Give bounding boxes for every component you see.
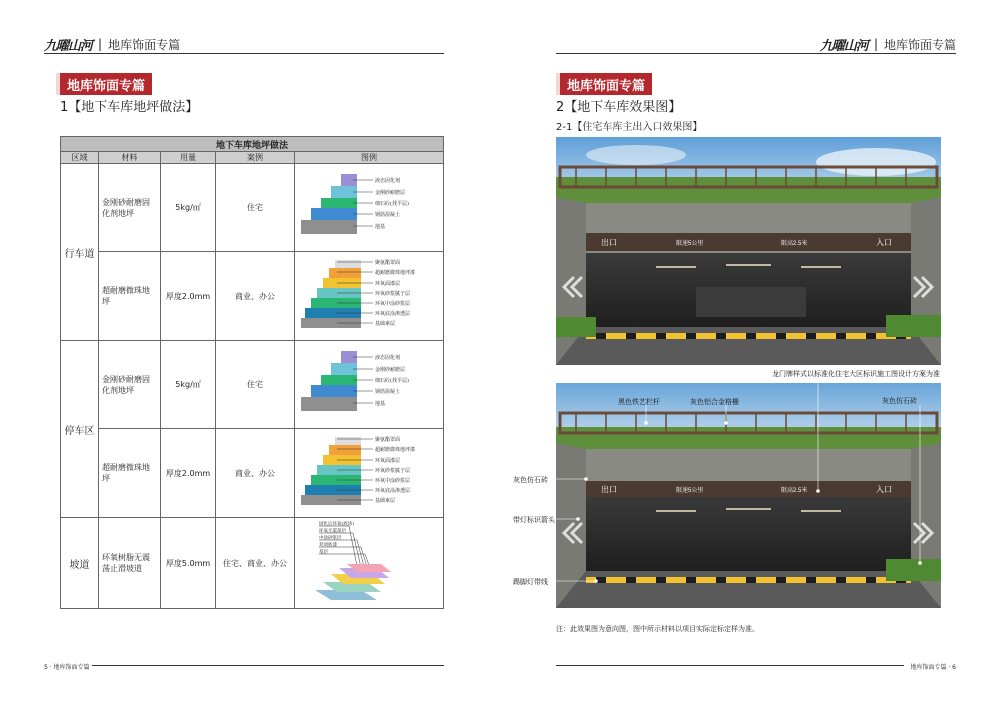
material-cell: 环氧树脂无震荡止滑坡道 xyxy=(99,518,161,609)
table-row xyxy=(61,429,444,518)
area-cell: 坡道 xyxy=(61,518,99,609)
legend-label: 钢筋混凝土 xyxy=(375,388,401,395)
page-header xyxy=(820,36,956,52)
material-cell: 超耐磨微珠地坪 xyxy=(99,429,161,518)
legend-label: 液态固化剂 xyxy=(375,354,401,361)
ramp-layers-diagram xyxy=(297,520,441,604)
section-heading: 1【地下车库地坪做法】 xyxy=(60,100,199,115)
legend-cell xyxy=(295,252,444,341)
page-footer xyxy=(910,662,956,671)
garage-entrance-annotated xyxy=(556,383,941,608)
legend-cell xyxy=(295,341,444,429)
material-cell: 金刚砂耐磨固化剂地坪 xyxy=(99,164,161,252)
floor-layers-diagram xyxy=(297,254,441,336)
garage-entrance-rendering xyxy=(556,137,941,365)
usage-cell: 厚度2.0mm xyxy=(161,429,216,518)
usage-cell: 5kg/㎡ xyxy=(161,164,216,252)
annotation-gantry-sign: 龙门牌样式以标准化住宅大区标识施工图设计方案为准 xyxy=(772,370,940,378)
rendering-note: 注：此效果图为意向图，图中所示材料以项目实际定标定样为准。 xyxy=(556,625,759,633)
floor-layers-diagram xyxy=(297,168,441,246)
legend-label: 超耐磨微珠地坪漆 xyxy=(375,270,416,276)
legend-label: 基础素层 xyxy=(375,498,396,504)
annotation-stone-left: 灰色仿石砖 xyxy=(513,476,548,484)
annotation-grille: 灰色铝合金格栅 xyxy=(690,398,739,406)
legend-label: 地基 xyxy=(375,223,386,230)
legend-label: 液态固化剂 xyxy=(375,177,401,184)
annotation-light-strip: 踢脚灯带线 xyxy=(513,578,548,586)
footer-rule xyxy=(556,665,904,666)
header-separator: | xyxy=(873,37,878,51)
col-header: 用量 xyxy=(161,152,216,164)
section-heading: 2【地下车库效果图】 xyxy=(556,100,682,115)
usage-cell: 厚度5.0mm xyxy=(161,518,216,609)
brand-logo: 九曜山河 xyxy=(819,38,868,54)
table-title: 地下车库地坪做法 xyxy=(61,137,444,152)
case-cell: 商业、办公 xyxy=(216,429,295,518)
sign-exit: 出口 xyxy=(601,238,617,247)
legend-label: 环氧砂浆腻子层 xyxy=(375,468,411,474)
sign-exit: 出口 xyxy=(601,485,617,494)
header-title: 地库饰面专篇 xyxy=(108,37,181,52)
case-cell: 住宅 xyxy=(216,164,295,252)
legend-label: 聚氨酯罩面 xyxy=(375,437,401,443)
legend-label: 环氧砂浆腻子层 xyxy=(375,291,411,297)
legend-cell xyxy=(295,429,444,518)
legend-label: 环氧无震荡层 xyxy=(319,529,346,534)
floor-layers-diagram xyxy=(297,431,441,513)
annotation-railing: 黑色铁艺栏杆 xyxy=(618,398,660,406)
area-cell: 行车道 xyxy=(61,164,99,341)
table-row xyxy=(61,164,444,252)
legend-label: 钢筋混凝土 xyxy=(375,211,401,218)
brand-logo: 九曜山河 xyxy=(44,38,93,54)
case-cell: 住宅、商业、办公 xyxy=(216,518,295,609)
header-rule xyxy=(44,53,444,54)
table-row xyxy=(61,341,444,429)
legend-label: 地基 xyxy=(375,400,386,407)
footer-page-label: 5 · 地库饰面专篇 xyxy=(44,664,90,671)
legend-label: 固化后环氧(底涂) xyxy=(319,522,355,527)
legend-label: 细石砼(找平层) xyxy=(375,200,409,207)
legend-label: 环氧中涂砂浆层 xyxy=(375,301,411,307)
legend-cell xyxy=(295,164,444,252)
sign-height: 限高2.5米 xyxy=(781,241,808,247)
sign-entry: 入口 xyxy=(876,238,892,247)
legend-label: 基层 xyxy=(319,550,328,555)
header-separator: | xyxy=(98,37,103,51)
col-header: 案例 xyxy=(216,152,295,164)
legend-label: 封闭底漆 xyxy=(319,543,337,548)
sign-speed: 限速5公里 xyxy=(676,241,704,247)
legend-label: 中涂砂浆层 xyxy=(319,536,342,541)
legend-label: 基础素层 xyxy=(375,321,396,327)
section-badge: 地库饰面专篇 xyxy=(60,73,152,95)
table-row xyxy=(61,252,444,341)
legend-label: 超耐磨微珠地坪漆 xyxy=(375,447,416,453)
footer-page-label: 地库饰面专篇 · 6 xyxy=(910,664,956,671)
legend-cell xyxy=(295,518,444,609)
material-cell: 超耐磨微珠地坪 xyxy=(99,252,161,341)
footer-rule xyxy=(92,665,444,666)
usage-cell: 5kg/㎡ xyxy=(161,341,216,429)
section-subheading: 2-1【住宅车库主出入口效果图】 xyxy=(556,122,703,133)
header-title: 地库饰面专篇 xyxy=(883,37,956,52)
annotation-stone-right: 灰色仿石砖 xyxy=(882,397,917,405)
material-cell: 金刚砂耐磨固化剂地坪 xyxy=(99,341,161,429)
legend-label: 环氧面漆层 xyxy=(375,281,401,287)
legend-label: 环氧底涂渗透层 xyxy=(375,311,411,317)
table-row xyxy=(61,518,444,609)
legend-label: 环氧底涂渗透层 xyxy=(375,488,411,494)
legend-label: 环氧中涂砂浆层 xyxy=(375,478,411,484)
case-cell: 住宅 xyxy=(216,341,295,429)
legend-label: 金刚砂耐磨层 xyxy=(375,366,406,373)
annotation-spotlight: 带灯标识箭头 xyxy=(513,516,555,524)
col-header: 材料 xyxy=(99,152,161,164)
legend-label: 聚氨酯罩面 xyxy=(375,260,401,266)
floor-layers-diagram xyxy=(297,345,441,423)
sign-speed: 限速5公里 xyxy=(676,488,704,494)
header-rule xyxy=(556,53,956,54)
col-header: 图例 xyxy=(295,152,444,164)
sign-entry: 入口 xyxy=(876,485,892,494)
area-cell: 停车区 xyxy=(61,341,99,518)
sign-height: 限高2.5米 xyxy=(781,488,808,494)
section-badge: 地库饰面专篇 xyxy=(560,73,652,95)
page-header xyxy=(44,36,180,52)
col-header: 区域 xyxy=(61,152,99,164)
legend-label: 环氧面漆层 xyxy=(375,458,401,464)
legend-label: 细石砼(找平层) xyxy=(375,377,409,384)
floor-spec-table xyxy=(60,136,444,609)
usage-cell: 厚度2.0mm xyxy=(161,252,216,341)
page-footer xyxy=(44,662,90,671)
legend-label: 金刚砂耐磨层 xyxy=(375,189,406,196)
case-cell: 商业、办公 xyxy=(216,252,295,341)
